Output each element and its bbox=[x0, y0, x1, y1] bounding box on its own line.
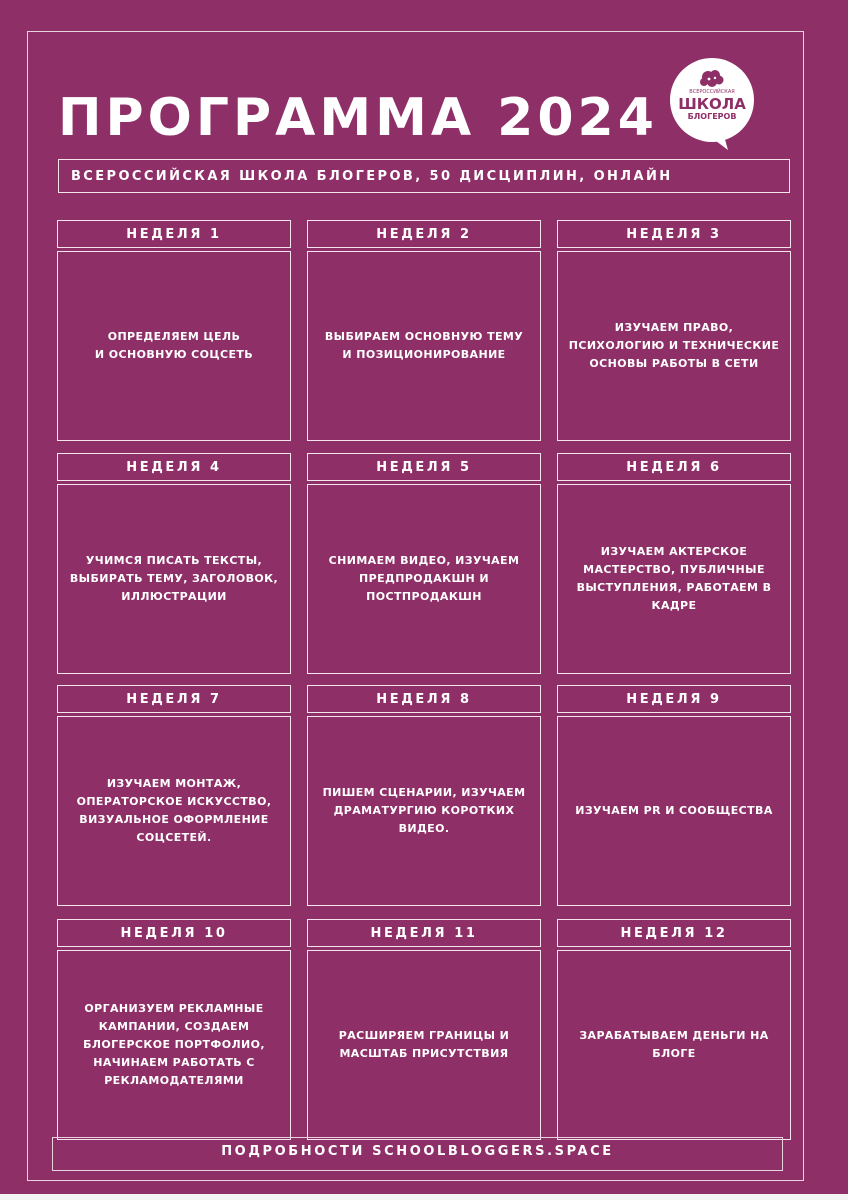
week-card bbox=[557, 220, 791, 441]
week-description: ПИШЕМ СЦЕНАРИИ, ИЗУЧАЕМ ДРАМАТУРГИЮ КОРОТКИХ ВИДЕО. bbox=[307, 716, 541, 906]
week-card bbox=[57, 220, 291, 441]
week-description: ОРГАНИЗУЕМ РЕКЛАМНЫЕ КАМПАНИИ, СОЗДАЕМ БЛОГЕРСКОЕ ПОРТФОЛИО, НАЧИНАЕМ РАБОТАТЬ С РЕКЛАМОДАТЕЛЯМИ bbox=[57, 950, 291, 1140]
week-description: ЗАРАБАТЫВАЕМ ДЕНЬГИ НА БЛОГЕ bbox=[557, 950, 791, 1140]
week-card bbox=[307, 220, 541, 441]
week-label: НЕДЕЛЯ 3 bbox=[557, 220, 791, 248]
week-label: НЕДЕЛЯ 4 bbox=[57, 453, 291, 481]
week-description: ИЗУЧАЕМ МОНТАЖ, ОПЕРАТОРСКОЕ ИСКУССТВО, ВИЗУАЛЬНОЕ ОФОРМЛЕНИЕ СОЦСЕТЕЙ. bbox=[57, 716, 291, 906]
week-description: ИЗУЧАЕМ PR И СООБЩЕСТВА bbox=[557, 716, 791, 906]
week-description: ИЗУЧАЕМ АКТЕРСКОЕ МАСТЕРСТВО, ПУБЛИЧНЫЕ ВЫСТУПЛЕНИЯ, РАБОТАЕМ В КАДРЕ bbox=[557, 484, 791, 674]
week-card bbox=[557, 919, 791, 1140]
week-card bbox=[307, 919, 541, 1140]
week-label: НЕДЕЛЯ 7 bbox=[57, 685, 291, 713]
logo-sub-text: БЛОГЕРОВ bbox=[687, 112, 737, 121]
week-card bbox=[57, 685, 291, 906]
week-label: НЕДЕЛЯ 5 bbox=[307, 453, 541, 481]
logo-main-text: ШКОЛА bbox=[678, 95, 746, 113]
week-label: НЕДЕЛЯ 11 bbox=[307, 919, 541, 947]
week-label: НЕДЕЛЯ 2 bbox=[307, 220, 541, 248]
week-description: СНИМАЕМ ВИДЕО, ИЗУЧАЕМ ПРЕДПРОДАКШН И ПОСТПРОДАКШН bbox=[307, 484, 541, 674]
week-label: НЕДЕЛЯ 6 bbox=[557, 453, 791, 481]
logo-small-text: ВСЕРОССИЙСКАЯ bbox=[689, 89, 735, 95]
week-label: НЕДЕЛЯ 1 bbox=[57, 220, 291, 248]
week-label: НЕДЕЛЯ 9 bbox=[557, 685, 791, 713]
week-card bbox=[307, 685, 541, 906]
week-label: НЕДЕЛЯ 12 bbox=[557, 919, 791, 947]
week-label: НЕДЕЛЯ 8 bbox=[307, 685, 541, 713]
week-label: НЕДЕЛЯ 10 bbox=[57, 919, 291, 947]
subtitle-banner: ВСЕРОССИЙСКАЯ ШКОЛА БЛОГЕРОВ, 50 ДИСЦИПЛИН, ОНЛАЙН bbox=[58, 159, 790, 193]
page-title: ПРОГРАММА 2024 bbox=[58, 88, 658, 148]
footer-banner: ПОДРОБНОСТИ SCHOOLBLOGGERS.SPACE bbox=[52, 1137, 783, 1171]
week-description: ИЗУЧАЕМ ПРАВО, ПСИХОЛОГИЮ И ТЕХНИЧЕСКИЕ ОСНОВЫ РАБОТЫ В СЕТИ bbox=[557, 251, 791, 441]
week-card bbox=[57, 453, 291, 674]
week-description: РАСШИРЯЕМ ГРАНИЦЫ И МАСШТАБ ПРИСУТСТВИЯ bbox=[307, 950, 541, 1140]
week-description: ОПРЕДЕЛЯЕМ ЦЕЛЬ И ОСНОВНУЮ СОЦСЕТЬ bbox=[57, 251, 291, 441]
week-description: ВЫБИРАЕМ ОСНОВНУЮ ТЕМУ И ПОЗИЦИОНИРОВАНИЕ bbox=[307, 251, 541, 441]
week-card bbox=[557, 453, 791, 674]
school-logo bbox=[668, 58, 756, 152]
week-card bbox=[557, 685, 791, 906]
week-card bbox=[57, 919, 291, 1140]
bottom-edge bbox=[0, 1194, 848, 1200]
week-card bbox=[307, 453, 541, 674]
week-description: УЧИМСЯ ПИСАТЬ ТЕКСТЫ, ВЫБИРАТЬ ТЕМУ, ЗАГОЛОВОК, ИЛЛЮСТРАЦИИ bbox=[57, 484, 291, 674]
